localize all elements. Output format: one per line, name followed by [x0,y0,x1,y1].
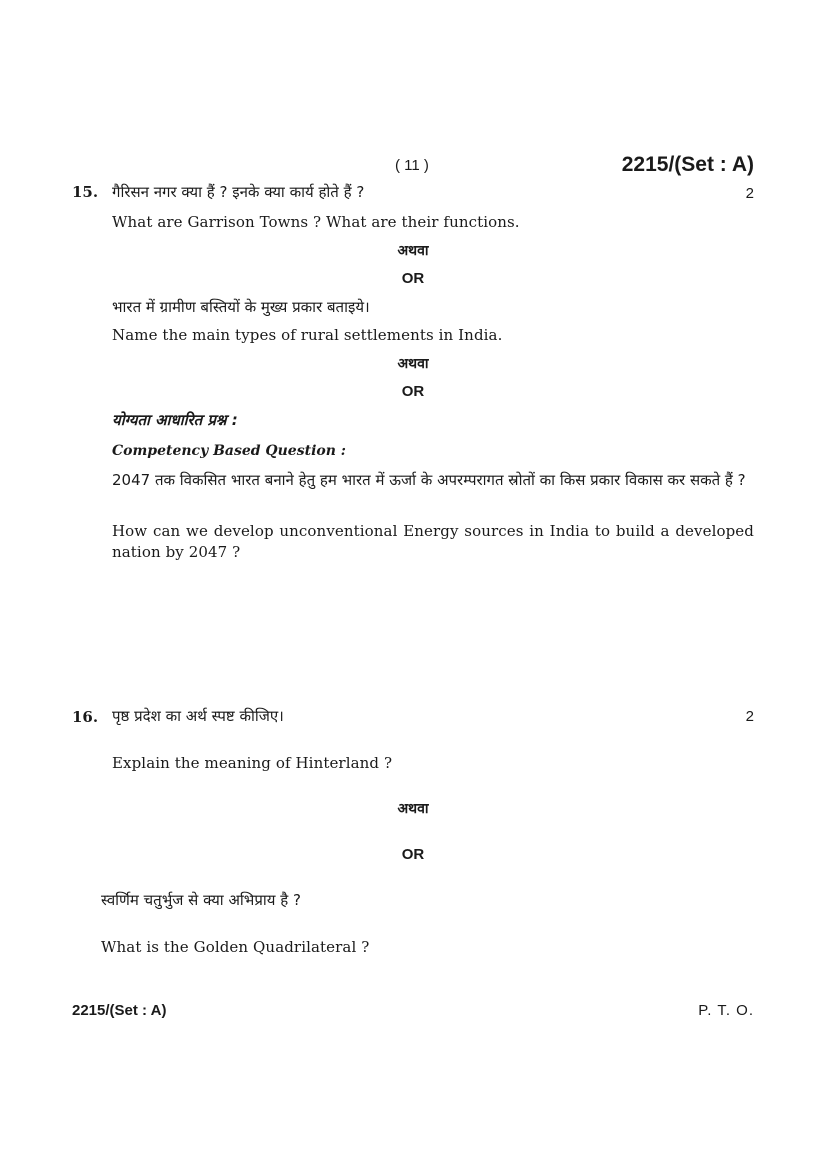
question-16-number: 16. [72,708,99,726]
question-15-alt1-hindi: भारत में ग्रामीण बस्तियों के मुख्य प्रकार बताइये। [112,298,370,316]
question-16-english: Explain the meaning of Hinterland ? [112,754,393,772]
set-code-footer: 2215/(Set : A) [72,1002,167,1019]
or-label: OR [401,383,425,400]
question-15-marks: 2 [745,185,754,202]
competency-heading-hindi: योग्यता आधारित प्रश्न : [112,411,238,429]
question-16-marks: 2 [745,708,754,725]
set-code-header: 2215/(Set : A) [621,153,754,176]
question-15-alt1-english: Name the main types of rural settlements in India. [112,326,503,344]
question-16-alt-hindi: स्वर्णिम चतुर्भुज से क्या अभिप्राय है ? [101,891,301,909]
page-number: ( 11 ) [395,157,429,174]
question-15-alt2-hindi: 2047 तक विकसित भारत बनाने हेतु हम भारत में ऊर्जा के अपरम्परागत स्रोतों का किस प्रकार विकास कर सकते हैं ? [112,471,746,489]
competency-heading-english: Competency Based Question : [112,443,346,459]
or-hindi-label: अथवा [397,243,429,259]
question-16-hindi: पृष्ठ प्रदेश का अर्थ स्पष्ट कीजिए। [112,707,284,725]
question-15-alt2-english: How can we develop unconventional Energy sources in India to build a developed nation by 2047 ? [112,522,754,561]
or-label: OR [401,270,425,287]
pto-label: P. T. O. [698,1002,754,1019]
question-15-number: 15. [72,183,99,201]
or-hindi-label: अथवा [397,356,429,372]
question-16-alt-english: What is the Golden Quadrilateral ? [101,938,370,956]
question-15-english: What are Garrison Towns ? What are their functions. [112,213,520,231]
or-hindi-label: अथवा [397,801,429,817]
question-15-hindi: गैरिसन नगर क्या हैं ? इनके क्या कार्य होते हैं ? [112,183,365,201]
or-label: OR [401,846,425,863]
